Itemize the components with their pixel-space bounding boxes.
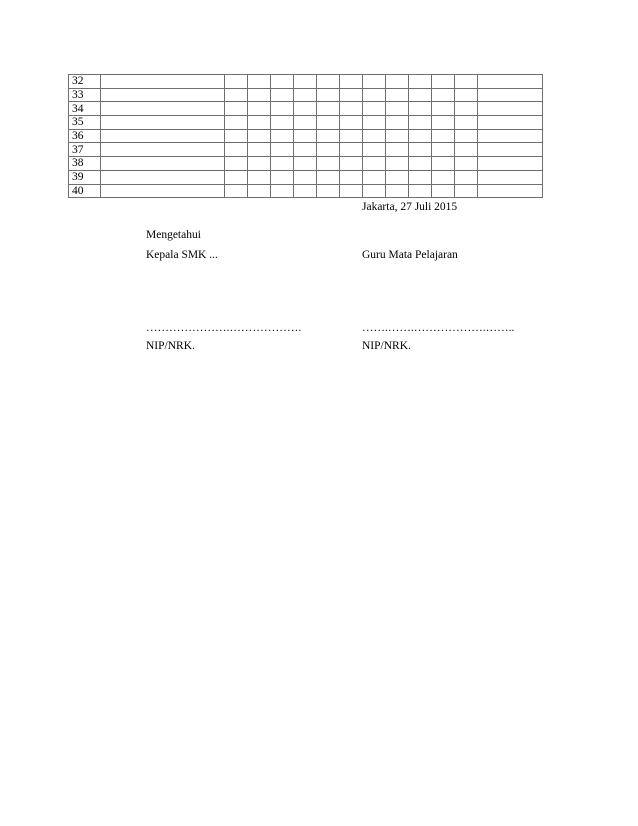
row-number: 40 xyxy=(69,184,101,198)
student-name-cell xyxy=(101,88,225,102)
score-cell xyxy=(225,143,248,157)
score-cell xyxy=(271,102,294,116)
teacher-role: Guru Mata Pelajaran xyxy=(362,249,458,261)
score-cell xyxy=(432,116,455,130)
score-cell xyxy=(386,184,409,198)
score-cell xyxy=(248,157,271,171)
score-cell xyxy=(340,75,363,89)
score-cell xyxy=(432,129,455,143)
row-number: 33 xyxy=(69,88,101,102)
score-cell xyxy=(271,75,294,89)
teacher-nip: NIP/NRK. xyxy=(362,340,411,352)
score-cell xyxy=(386,170,409,184)
score-cell xyxy=(363,129,386,143)
score-cell xyxy=(340,170,363,184)
score-cell xyxy=(294,129,317,143)
table-row xyxy=(69,184,543,198)
score-cell xyxy=(340,157,363,171)
student-name-cell xyxy=(101,184,225,198)
score-cell xyxy=(409,184,432,198)
table-row xyxy=(69,170,543,184)
score-cell xyxy=(363,143,386,157)
score-cell xyxy=(455,116,478,130)
score-cell xyxy=(271,143,294,157)
score-cell xyxy=(294,157,317,171)
remarks-cell xyxy=(478,75,543,89)
score-cell xyxy=(317,157,340,171)
student-name-cell xyxy=(101,116,225,130)
score-cell xyxy=(386,116,409,130)
remarks-cell xyxy=(478,102,543,116)
score-cell xyxy=(432,143,455,157)
score-cell xyxy=(248,170,271,184)
score-cell xyxy=(271,157,294,171)
table-row xyxy=(69,88,543,102)
score-cell xyxy=(363,184,386,198)
score-cell xyxy=(386,75,409,89)
principal-nip: NIP/NRK. xyxy=(146,340,195,352)
score-cell xyxy=(248,75,271,89)
score-cell xyxy=(248,116,271,130)
remarks-cell xyxy=(478,143,543,157)
score-cell xyxy=(455,129,478,143)
score-cell xyxy=(409,143,432,157)
score-cell xyxy=(225,116,248,130)
score-cell xyxy=(409,129,432,143)
score-cell xyxy=(432,157,455,171)
score-cell xyxy=(248,102,271,116)
score-cell xyxy=(271,116,294,130)
score-cell xyxy=(409,116,432,130)
score-cell xyxy=(317,75,340,89)
student-name-cell xyxy=(101,75,225,89)
table-row xyxy=(69,129,543,143)
remarks-cell xyxy=(478,116,543,130)
score-cell xyxy=(317,88,340,102)
score-cell xyxy=(386,157,409,171)
score-cell xyxy=(455,102,478,116)
score-cell xyxy=(340,88,363,102)
score-cell xyxy=(225,170,248,184)
score-cell xyxy=(432,88,455,102)
remarks-cell xyxy=(478,170,543,184)
score-cell xyxy=(225,184,248,198)
score-cell xyxy=(294,116,317,130)
score-cell xyxy=(248,143,271,157)
remarks-cell xyxy=(478,157,543,171)
score-cell xyxy=(455,88,478,102)
score-cell xyxy=(294,102,317,116)
score-cell xyxy=(317,129,340,143)
row-number: 32 xyxy=(69,75,101,89)
score-cell xyxy=(294,88,317,102)
score-cell xyxy=(271,170,294,184)
score-cell xyxy=(409,170,432,184)
principal-signature-line: ………………….………………. xyxy=(146,322,302,334)
student-name-cell xyxy=(101,143,225,157)
score-cell xyxy=(294,184,317,198)
table-row xyxy=(69,102,543,116)
score-cell xyxy=(363,88,386,102)
student-name-cell xyxy=(101,129,225,143)
score-cell xyxy=(386,102,409,116)
score-cell xyxy=(363,157,386,171)
score-cell xyxy=(340,184,363,198)
score-cell xyxy=(225,102,248,116)
row-number: 39 xyxy=(69,170,101,184)
table-row xyxy=(69,75,543,89)
score-cell xyxy=(317,184,340,198)
score-cell xyxy=(317,143,340,157)
student-name-cell xyxy=(101,170,225,184)
remarks-cell xyxy=(478,184,543,198)
score-cell xyxy=(386,129,409,143)
score-cell xyxy=(317,170,340,184)
remarks-cell xyxy=(478,88,543,102)
score-cell xyxy=(432,102,455,116)
student-name-cell xyxy=(101,102,225,116)
score-cell xyxy=(271,184,294,198)
score-cell xyxy=(363,75,386,89)
score-cell xyxy=(294,170,317,184)
score-cell xyxy=(340,129,363,143)
score-cell xyxy=(409,75,432,89)
score-cell xyxy=(317,102,340,116)
score-cell xyxy=(294,143,317,157)
row-number: 34 xyxy=(69,102,101,116)
score-cell xyxy=(340,143,363,157)
score-cell xyxy=(409,88,432,102)
principal-role: Kepala SMK ... xyxy=(146,249,218,261)
score-cell xyxy=(455,157,478,171)
score-cell xyxy=(340,102,363,116)
row-number: 38 xyxy=(69,157,101,171)
score-cell xyxy=(432,75,455,89)
score-cell xyxy=(432,170,455,184)
remarks-cell xyxy=(478,129,543,143)
row-number: 36 xyxy=(69,129,101,143)
acknowledge-label: Mengetahui xyxy=(146,229,201,241)
score-cell xyxy=(271,129,294,143)
score-cell xyxy=(363,116,386,130)
score-cell xyxy=(340,116,363,130)
score-cell xyxy=(225,157,248,171)
score-cell xyxy=(225,129,248,143)
grade-table xyxy=(68,74,543,198)
table-row xyxy=(69,143,543,157)
score-cell xyxy=(455,143,478,157)
student-name-cell xyxy=(101,157,225,171)
score-cell xyxy=(455,184,478,198)
teacher-signature-line: …….…….……………….…….. xyxy=(362,322,515,334)
score-cell xyxy=(386,88,409,102)
score-cell xyxy=(317,116,340,130)
score-cell xyxy=(386,143,409,157)
score-cell xyxy=(409,102,432,116)
row-number: 37 xyxy=(69,143,101,157)
score-cell xyxy=(294,75,317,89)
score-cell xyxy=(455,170,478,184)
score-cell xyxy=(363,102,386,116)
score-cell xyxy=(409,157,432,171)
score-cell xyxy=(363,170,386,184)
score-cell xyxy=(455,75,478,89)
score-cell xyxy=(225,88,248,102)
score-cell xyxy=(271,88,294,102)
score-cell xyxy=(248,88,271,102)
table-row xyxy=(69,157,543,171)
table-row xyxy=(69,116,543,130)
score-cell xyxy=(248,184,271,198)
score-cell xyxy=(248,129,271,143)
score-cell xyxy=(225,75,248,89)
score-cell xyxy=(432,184,455,198)
place-date: Jakarta, 27 Juli 2015 xyxy=(362,201,458,213)
row-number: 35 xyxy=(69,116,101,130)
